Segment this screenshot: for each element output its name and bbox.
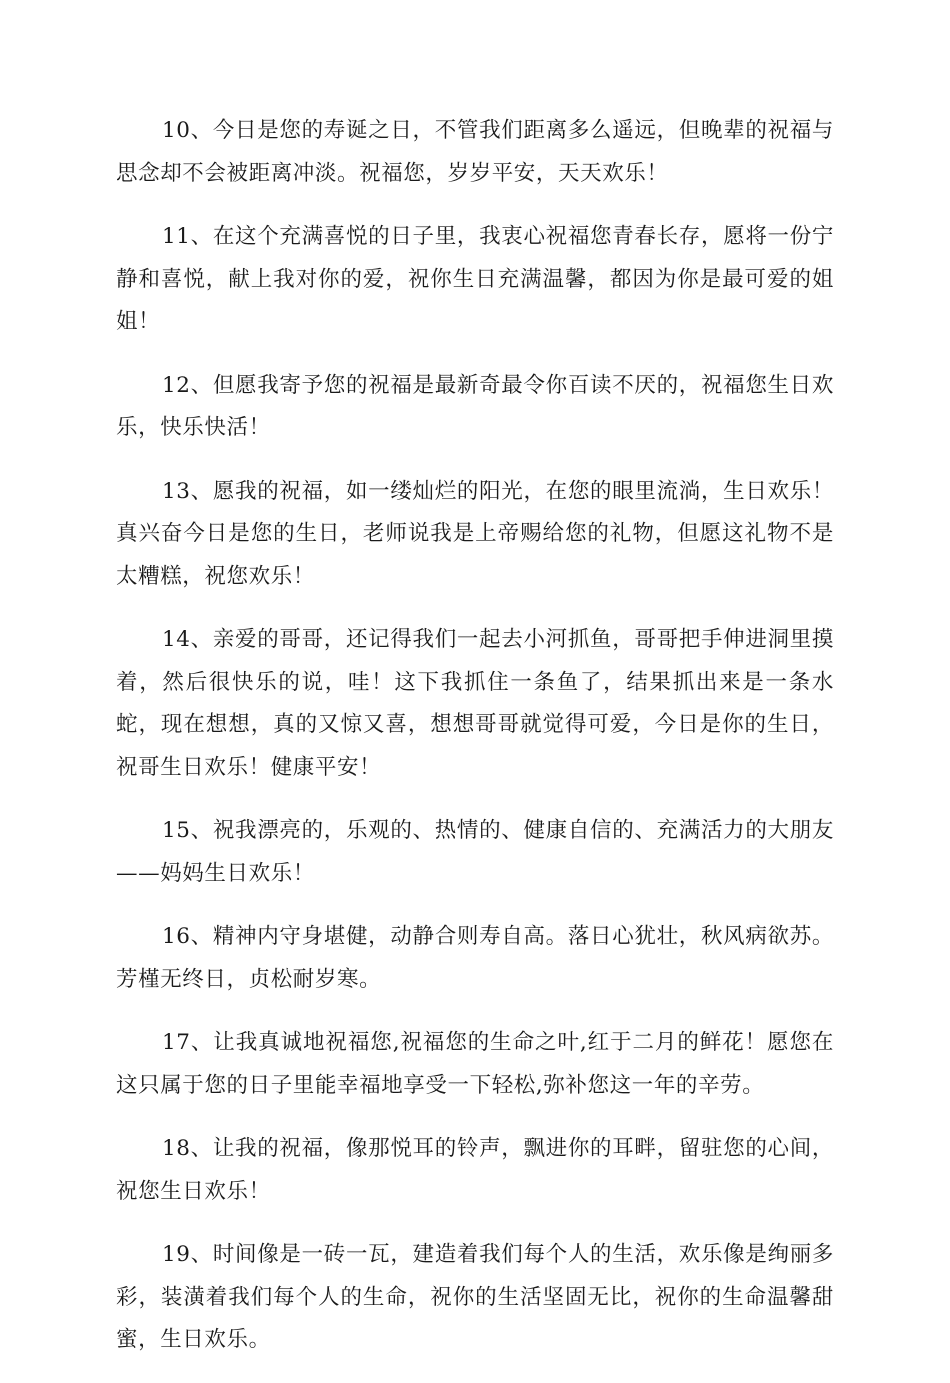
paragraph-12: 12、但愿我寄予您的祝福是最新奇最令你百读不厌的，祝福您生日欢乐，快乐快活！ xyxy=(116,372,834,440)
paragraph-18: 18、让我的祝福，像那悦耳的铃声，飘进你的耳畔，留驻您的心间，祝您生日欢乐！ xyxy=(116,1136,834,1204)
paragraph-11: 11、在这个充满喜悦的日子里，我衷心祝福您青春长存，愿将一份宁静和喜悦，献上我对你的爱，祝你生日充满温馨，都因为你是最可爱的姐姐！ xyxy=(116,224,834,334)
paragraph-19: 19、时间像是一砖一瓦，建造着我们每个人的生活，欢乐像是绚丽多彩，装潢着我们每个人的生命，祝你的生活坚固无比，祝你的生命温馨甜蜜，生日欢乐。 xyxy=(116,1242,834,1352)
paragraph-17: 17、让我真诚地祝福您,祝福您的生命之叶,红于二月的鲜花！愿您在这只属于您的日子里能幸福地享受一下轻松,弥补您这一年的辛劳。 xyxy=(116,1030,834,1098)
paragraph-14: 14、亲爱的哥哥，还记得我们一起去小河抓鱼，哥哥把手伸进洞里摸着，然后很快乐的说，哇！这下我抓住一条鱼了，结果抓出来是一条水蛇，现在想想，真的又惊又喜，想想哥哥就觉得可爱，今日是你的生日，祝哥生日欢乐！健康平安！ xyxy=(116,627,834,780)
paragraph-15: 15、祝我漂亮的，乐观的、热情的、健康自信的、充满活力的大朋友——妈妈生日欢乐！ xyxy=(116,818,834,886)
paragraph-13: 13、愿我的祝福，如一缕灿烂的阳光，在您的眼里流淌，生日欢乐！真兴奋今日是您的生日，老师说我是上帝赐给您的礼物，但愿这礼物不是太糟糕，祝您欢乐！ xyxy=(116,478,834,589)
document-page xyxy=(116,110,834,1383)
paragraph-16: 16、精神内守身堪健，动静合则寿自高。落日心犹壮，秋风病欲苏。芳槿无终日，贞松耐岁寒。 xyxy=(116,924,834,992)
paragraph-10: 10、今日是您的寿诞之日，不管我们距离多么遥远，但晚辈的祝福与思念却不会被距离冲淡。祝福您，岁岁平安，天天欢乐！ xyxy=(116,118,834,186)
